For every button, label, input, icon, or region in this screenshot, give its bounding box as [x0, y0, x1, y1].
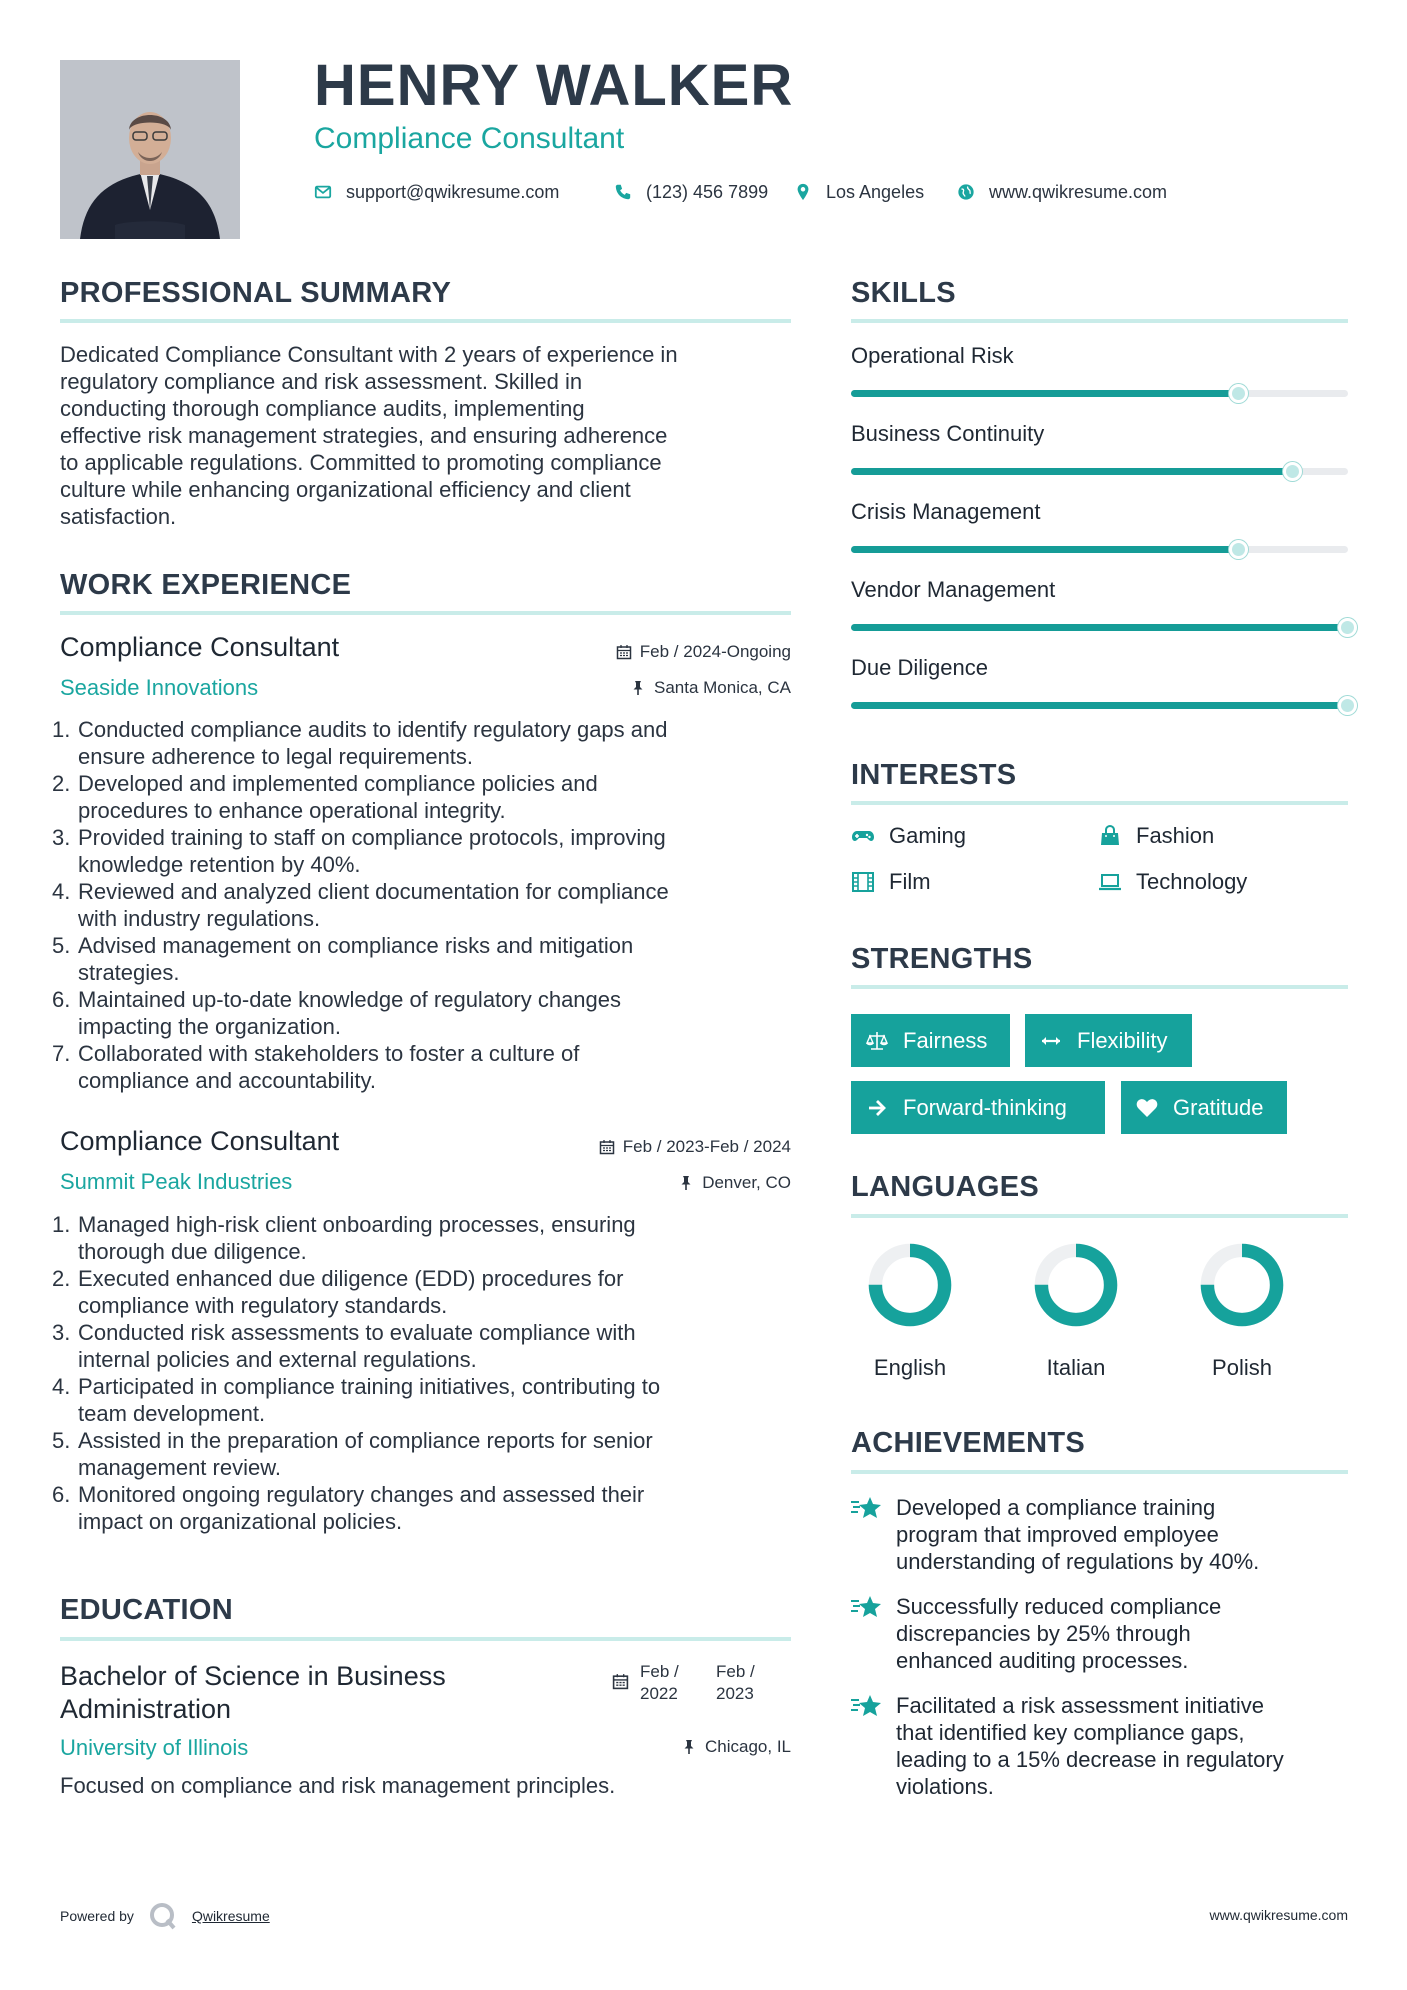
interest-technology	[1098, 869, 1247, 895]
skill-bar-fill	[851, 546, 1239, 553]
list-item: 2. Developed and implemented compliance policies and procedures to enhance operational integrity.	[52, 771, 598, 823]
job-title: Compliance Consultant	[60, 1126, 340, 1156]
education-heading: EDUCATION	[60, 1594, 233, 1626]
skill-bar-fill	[851, 624, 1348, 631]
person-portrait-icon	[60, 60, 240, 239]
phone-icon	[614, 183, 632, 201]
summary-line: conducting thorough compliance audits, implementing	[60, 396, 585, 421]
powered-by-label: Powered by	[60, 1908, 134, 1924]
achievement-item	[850, 1494, 1351, 1575]
map-pin-icon	[794, 183, 812, 201]
degree-title: Bachelor of Science in Business Administration	[60, 1661, 446, 1724]
experience-divider	[60, 611, 791, 615]
language-label: English	[873, 1355, 947, 1380]
footer-website[interactable]: www.qwikresume.com	[1209, 1907, 1348, 1923]
job-duties-list	[52, 1211, 797, 1535]
language-ring-italian	[1021, 1237, 1131, 1333]
film-icon	[851, 870, 875, 894]
skill-label: Due Diligence	[851, 655, 988, 680]
skill-bar-knob	[1338, 696, 1357, 715]
summary-line: culture while enhancing organizational efficiency and client	[60, 477, 631, 502]
job-dates	[616, 642, 791, 662]
contact-email-text: support@qwikresume.com	[346, 181, 560, 202]
arrow-right-icon	[865, 1096, 889, 1120]
interest-film	[851, 869, 931, 895]
strength-label: Forward-thinking	[903, 1094, 1067, 1120]
progress-ring	[1194, 1237, 1290, 1333]
job-dates-text: Feb / 2024-Ongoing	[639, 642, 791, 661]
skills-heading: SKILLS	[851, 277, 956, 309]
languages-divider	[851, 1214, 1348, 1218]
language-label: Polish	[1212, 1355, 1272, 1380]
progress-ring	[1028, 1237, 1124, 1333]
summary-text	[60, 341, 800, 530]
progress-ring	[862, 1237, 958, 1333]
qwikresume-link[interactable]: Qwikresume	[191, 1908, 270, 1924]
shopping-bag-icon	[1098, 824, 1122, 848]
summary-line: satisfaction.	[60, 504, 177, 529]
skill-label: Crisis Management	[851, 499, 1041, 524]
school-name: University of Illinois	[60, 1735, 249, 1760]
experience-heading: WORK EXPERIENCE	[60, 569, 352, 601]
strength-label: Flexibility	[1077, 1027, 1168, 1053]
calendar-icon	[616, 644, 632, 660]
job-location-text: Santa Monica, CA	[653, 678, 791, 697]
strength-chip-forward-thinking	[851, 1081, 1105, 1134]
achievement-item	[850, 1692, 1351, 1800]
skill-bar	[851, 624, 1348, 631]
achievement-text: Developed a compliance training program that improved employee understanding of regulations by 40%.	[896, 1495, 1260, 1574]
list-item: 6. Maintained up-to-date knowledge of regulatory changes impacting the organization.	[52, 987, 622, 1039]
languages-heading: LANGUAGES	[851, 1171, 1039, 1203]
education-divider	[60, 1637, 791, 1641]
job-dates	[599, 1137, 791, 1157]
summary-line: regulatory compliance and risk assessment. Skilled in	[60, 369, 583, 394]
shooting-star-icon	[850, 1494, 884, 1522]
skills-divider	[851, 319, 1348, 323]
contact-website[interactable]	[957, 178, 1167, 206]
summary-line: to applicable regulations. Committed to promoting compliance	[60, 450, 662, 475]
contact-phone[interactable]	[614, 178, 768, 206]
contact-phone-text: (123) 456 7899	[646, 181, 769, 202]
skill-bar-fill	[851, 702, 1348, 709]
skill-label: Operational Risk	[851, 343, 1014, 368]
job-title: Compliance Consultant	[60, 632, 340, 662]
calendar-icon	[599, 1139, 615, 1155]
interest-label: Gaming	[889, 823, 967, 848]
skill-bar	[851, 546, 1348, 553]
language-label: Italian	[1046, 1355, 1106, 1380]
list-item: 4. Reviewed and analyzed client documentation for compliance with industry regulations.	[52, 879, 669, 931]
summary-heading: PROFESSIONAL SUMMARY	[60, 277, 452, 309]
achievement-item	[850, 1593, 1351, 1674]
contact-location	[794, 178, 924, 206]
strengths-divider	[851, 985, 1348, 989]
list-item: 1. Managed high-risk client onboarding processes, ensuring thorough due diligence.	[52, 1212, 636, 1264]
list-item: 3. Provided training to staff on compliance protocols, improving knowledge retention by 40%.	[52, 825, 666, 877]
skill-bar	[851, 390, 1348, 397]
heart-icon	[1135, 1096, 1159, 1120]
education-end-date: Feb / 2023	[716, 1662, 755, 1703]
list-item: 2. Executed enhanced due diligence (EDD) procedures for compliance with regulatory standards.	[52, 1266, 624, 1318]
education-location-text: Chicago, IL	[705, 1737, 791, 1756]
education-description: Focused on compliance and risk management principles.	[60, 1773, 616, 1798]
language-ring-english	[855, 1237, 965, 1333]
strength-chip-fairness	[851, 1014, 1010, 1067]
skill-bar	[851, 468, 1348, 475]
job-duties-list	[52, 716, 797, 1094]
laptop-icon	[1098, 870, 1122, 894]
company-name: Summit Peak Industries	[60, 1169, 293, 1194]
list-item: 7. Collaborated with stakeholders to foster a culture of compliance and accountability.	[52, 1041, 580, 1093]
pushpin-icon	[678, 1175, 694, 1191]
achievements-divider	[851, 1470, 1348, 1474]
skill-bar-knob	[1229, 384, 1248, 403]
skill-label: Vendor Management	[851, 577, 1056, 602]
interest-label: Technology	[1136, 869, 1248, 894]
interest-label: Fashion	[1136, 823, 1215, 848]
qwikresume-logo-icon	[148, 1901, 178, 1931]
job-location-text: Denver, CO	[702, 1173, 791, 1192]
skill-bar	[851, 702, 1348, 709]
skill-bar-knob	[1338, 618, 1357, 637]
interest-label: Film	[889, 869, 931, 894]
strength-label: Gratitude	[1173, 1094, 1264, 1120]
arrows-horizontal-icon	[1039, 1029, 1063, 1053]
list-item: 4. Participated in compliance training initiatives, contributing to team development.	[52, 1374, 661, 1426]
job-dates-text: Feb / 2023-Feb / 2024	[622, 1137, 791, 1156]
education-start-date: Feb / 2022	[640, 1662, 679, 1703]
contact-email[interactable]	[314, 178, 559, 206]
list-item: 5. Assisted in the preparation of compliance reports for senior management review.	[52, 1428, 653, 1480]
interests-heading: INTERESTS	[851, 759, 1017, 791]
envelope-icon	[314, 183, 332, 201]
list-item: 5. Advised management on compliance risks and mitigation strategies.	[52, 933, 634, 985]
interest-gaming	[851, 823, 966, 849]
strength-label: Fairness	[903, 1027, 988, 1053]
list-item: 1. Conducted compliance audits to identify regulatory gaps and ensure adherence to legal requirements.	[52, 717, 668, 769]
skill-bar-fill	[851, 390, 1239, 397]
language-ring-polish	[1187, 1237, 1297, 1333]
achievement-text: Facilitated a risk assessment initiative that identified key compliance gaps, leading to a 15% decrease in regulatory violations.	[896, 1693, 1284, 1799]
achievement-text: Successfully reduced compliance discrepancies by 25% through enhanced auditing processes.	[896, 1594, 1222, 1673]
achievements-heading: ACHIEVEMENTS	[851, 1427, 1086, 1459]
education-location	[681, 1737, 791, 1757]
shooting-star-icon	[850, 1593, 884, 1621]
strength-chip-gratitude	[1121, 1081, 1287, 1134]
company-name: Seaside Innovations	[60, 675, 259, 700]
skill-bar-fill	[851, 468, 1293, 475]
strength-chip-flexibility	[1025, 1014, 1192, 1067]
footer-powered-by	[60, 1901, 270, 1931]
gamepad-icon	[851, 824, 875, 848]
skill-bar-knob	[1283, 462, 1302, 481]
list-item: 3. Conducted risk assessments to evaluate compliance with internal policies and external regulations.	[52, 1320, 636, 1372]
summary-divider	[60, 319, 791, 323]
candidate-name: HENRY WALKER	[314, 53, 794, 118]
summary-line: effective risk management strategies, and ensuring adherence	[60, 423, 668, 448]
list-item: 6. Monitored ongoing regulatory changes and assessed their impact on organizational policies.	[52, 1482, 645, 1534]
job-location	[630, 678, 791, 698]
interests-divider	[851, 801, 1348, 805]
pushpin-icon	[630, 680, 646, 696]
job-location	[678, 1173, 791, 1193]
shooting-star-icon	[850, 1692, 884, 1720]
skill-label: Business Continuity	[851, 421, 1045, 446]
strengths-heading: STRENGTHS	[851, 943, 1033, 975]
pushpin-icon	[681, 1739, 697, 1755]
summary-line: Dedicated Compliance Consultant with 2 years of experience in	[60, 342, 678, 367]
calendar-icon	[612, 1673, 629, 1695]
balance-scale-icon	[865, 1029, 889, 1053]
globe-icon	[957, 183, 975, 201]
contact-location-text: Los Angeles	[826, 181, 925, 202]
profile-photo	[60, 60, 240, 239]
skill-bar-knob	[1229, 540, 1248, 559]
interest-fashion	[1098, 823, 1214, 849]
contact-website-text: www.qwikresume.com	[989, 181, 1168, 202]
candidate-role: Compliance Consultant	[314, 122, 625, 155]
